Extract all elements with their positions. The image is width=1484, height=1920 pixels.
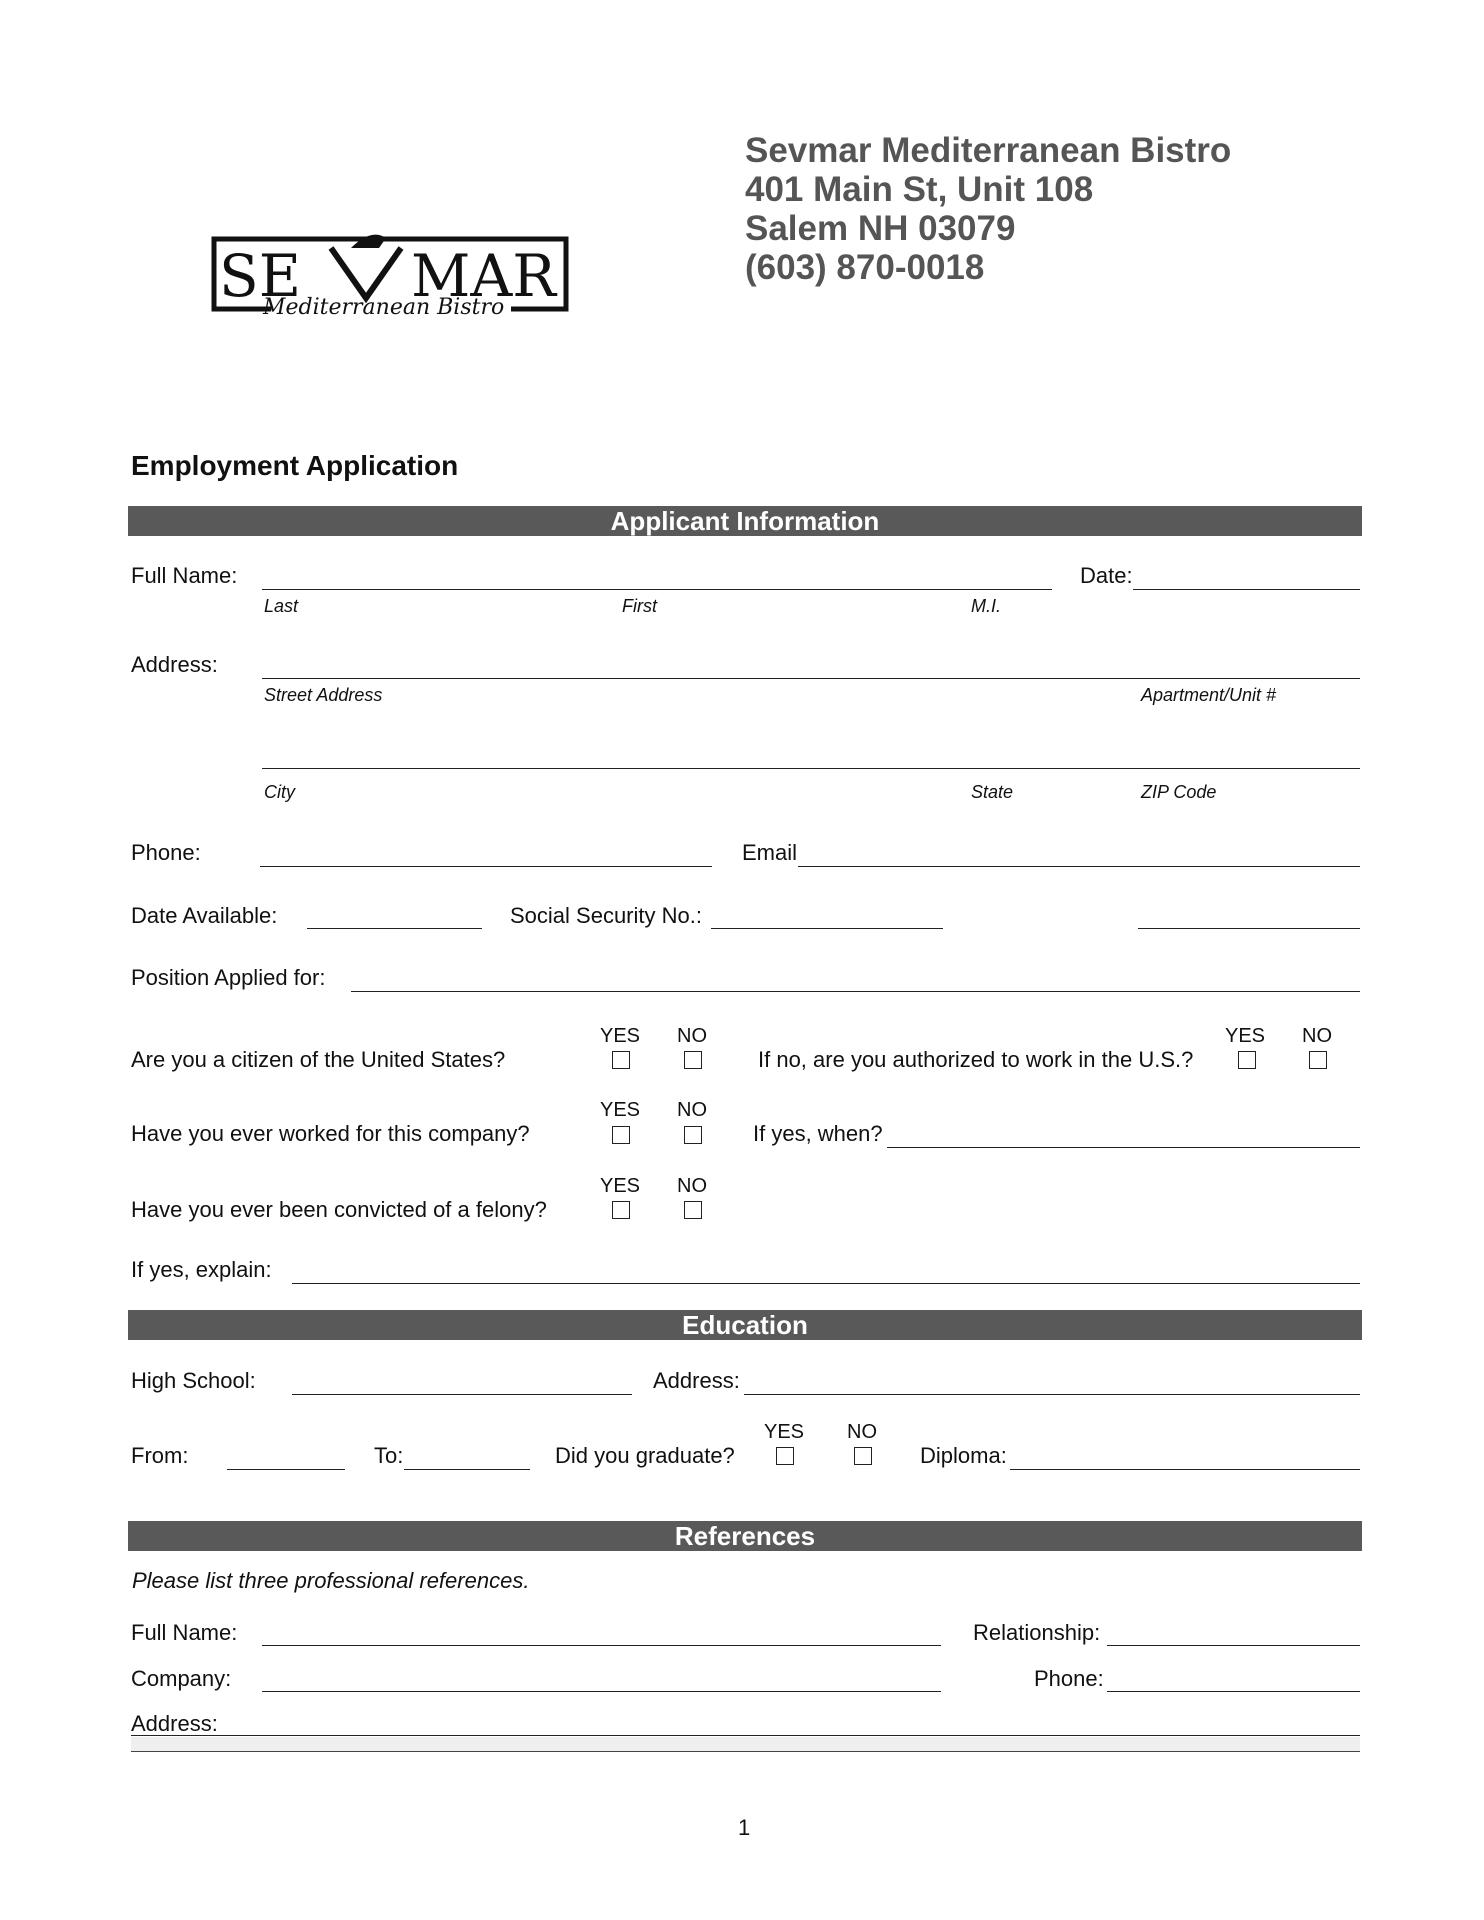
authorized-no-checkbox[interactable] [1309, 1051, 1327, 1069]
worked-yes-label: YES [600, 1099, 641, 1121]
sub-street-address: Street Address [264, 685, 383, 705]
to-field[interactable] [404, 1469, 530, 1470]
form-title: Employment Application [131, 450, 459, 481]
phone-field[interactable] [260, 866, 712, 867]
ssn-label: Social Security No.: [510, 903, 702, 928]
sub-first: First [622, 596, 657, 616]
authorized-yes-label: YES [1225, 1025, 1266, 1047]
graduate-yes-label: YES [764, 1421, 805, 1443]
date-available-label: Date Available: [131, 903, 278, 928]
high-school-label: High School: [131, 1368, 256, 1393]
ref-company-field[interactable] [262, 1691, 941, 1692]
email-field[interactable] [798, 866, 1360, 867]
ref-phone-label: Phone: [1034, 1666, 1104, 1691]
from-label: From: [131, 1443, 189, 1468]
citizen-no-label: NO [677, 1025, 707, 1047]
sub-state: State [971, 782, 1014, 802]
diploma-field[interactable] [1010, 1469, 1360, 1470]
felony-no-checkbox[interactable] [684, 1201, 702, 1219]
when-field[interactable] [887, 1147, 1360, 1148]
graduate-no-label: NO [847, 1421, 877, 1443]
company-logo [211, 226, 571, 326]
authorized-question: If no, are you authorized to work in the U.S.? [758, 1047, 1194, 1072]
phone-label: Phone: [131, 840, 201, 865]
company-city: Salem NH 03079 [745, 209, 1016, 248]
when-label: If yes, when? [753, 1121, 883, 1146]
logo-wordmark-left: SE [219, 242, 302, 310]
citizen-question: Are you a citizen of the United States? [131, 1047, 506, 1072]
sub-city: City [264, 782, 295, 802]
ref-full-name-label: Full Name: [131, 1620, 238, 1645]
to-label: To: [374, 1443, 404, 1468]
sub-mi: M.I. [971, 596, 1001, 616]
ref-full-name-field[interactable] [262, 1645, 941, 1646]
section-references: References [128, 1521, 1362, 1551]
street-address-field[interactable] [262, 678, 1360, 679]
date-available-field[interactable] [307, 928, 482, 929]
graduate-question: Did you graduate? [555, 1443, 735, 1468]
extra-field[interactable] [1138, 928, 1360, 929]
school-address-field[interactable] [744, 1394, 1360, 1395]
authorized-yes-checkbox[interactable] [1238, 1051, 1256, 1069]
citizen-no-checkbox[interactable] [684, 1051, 702, 1069]
diploma-label: Diploma: [920, 1443, 1007, 1468]
felony-question: Have you ever been convicted of a felony? [131, 1197, 547, 1222]
logo-subtitle: Mediterranean Bistro [263, 295, 505, 320]
from-field[interactable] [227, 1469, 345, 1470]
page-number: 1 [738, 1815, 751, 1840]
company-name: Sevmar Mediterranean Bistro [745, 131, 1232, 170]
company-street: 401 Main St, Unit 108 [745, 170, 1094, 209]
company-phone: (603) 870-0018 [745, 248, 985, 287]
worked-question: Have you ever worked for this company? [131, 1121, 530, 1146]
ref-relationship-field[interactable] [1107, 1645, 1360, 1646]
sub-last: Last [264, 596, 299, 616]
felony-yes-checkbox[interactable] [612, 1201, 630, 1219]
full-name-field[interactable] [262, 589, 1052, 590]
sub-zip: ZIP Code [1141, 782, 1217, 802]
citizen-yes-checkbox[interactable] [612, 1051, 630, 1069]
felony-yes-label: YES [600, 1175, 641, 1197]
sub-unit: Apartment/Unit # [1141, 685, 1277, 705]
row-separator [131, 1737, 1360, 1752]
position-label: Position Applied for: [131, 965, 326, 990]
felony-no-label: NO [677, 1175, 707, 1197]
logo-graphic [211, 226, 571, 326]
school-address-label: Address: [653, 1368, 740, 1393]
graduate-yes-checkbox[interactable] [776, 1447, 794, 1465]
ssn-field[interactable] [711, 928, 943, 929]
citizen-yes-label: YES [600, 1025, 641, 1047]
ref-relationship-label: Relationship: [973, 1620, 1101, 1645]
high-school-field[interactable] [292, 1394, 632, 1395]
full-name-label: Full Name: [131, 563, 238, 588]
address-label: Address: [131, 652, 218, 677]
worked-yes-checkbox[interactable] [612, 1126, 630, 1144]
date-field[interactable] [1133, 589, 1360, 590]
section-education: Education [128, 1310, 1362, 1340]
ref-address-label: Address: [131, 1711, 218, 1736]
worked-no-label: NO [677, 1099, 707, 1121]
ref-address-field[interactable] [131, 1735, 1360, 1736]
ref-company-label: Company: [131, 1666, 232, 1691]
date-label: Date: [1080, 563, 1133, 588]
section-applicant-information: Applicant Information [128, 506, 1362, 536]
explain-label: If yes, explain: [131, 1257, 272, 1282]
email-label: Email [742, 840, 798, 865]
authorized-no-label: NO [1302, 1025, 1332, 1047]
position-field[interactable] [351, 991, 1360, 992]
references-instruction: Please list three professional references. [132, 1568, 530, 1593]
graduate-no-checkbox[interactable] [854, 1447, 872, 1465]
logo-wordmark-right: MAR [411, 242, 556, 310]
ref-phone-field[interactable] [1107, 1691, 1360, 1692]
city-state-zip-field[interactable] [262, 768, 1360, 769]
explain-field[interactable] [292, 1283, 1360, 1284]
worked-no-checkbox[interactable] [684, 1126, 702, 1144]
